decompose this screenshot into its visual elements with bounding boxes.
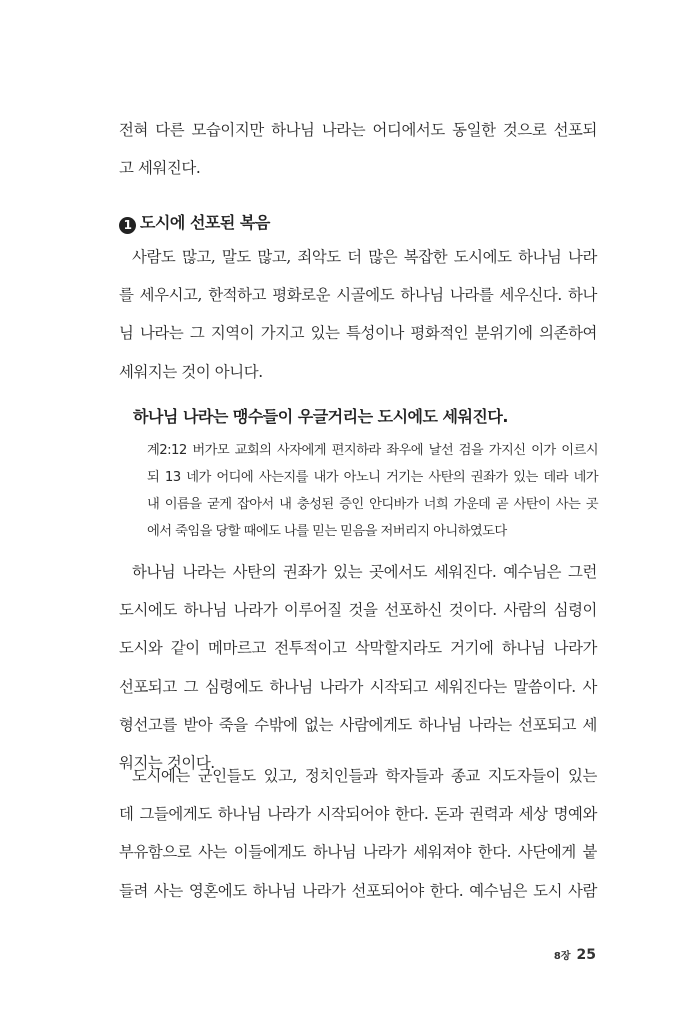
- paragraph-satan: [119, 553, 597, 782]
- text-line: 형선고를 받아 죽을 수밖에 없는 사람에게도 하나님 나라는 선포되고 세: [119, 715, 597, 734]
- chapter-label: 8장: [553, 951, 571, 962]
- text-line: 를 세우시고, 한적하고 평화로운 시골에도 하나님 나라를 세우신다. 하나: [119, 286, 597, 305]
- page-footer: [554, 944, 596, 963]
- section-heading: [119, 210, 597, 234]
- text-line: 도시와 같이 메마르고 전투적이고 삭막할지라도 거기에 하나님 나라가: [119, 639, 597, 658]
- text-line: 님 나라는 그 지역이 가지고 있는 특성이나 평화적인 분위기에 의존하여: [119, 324, 597, 343]
- paragraph-people: [119, 757, 597, 910]
- quote-line: 내 이름을 굳게 잡아서 내 충성된 증인 안디바가 너희 가운데 곧 사탄이 사는 곳: [147, 497, 598, 512]
- quote-line: 되 13 네가 어디에 사는지를 내가 아노니 거기는 사탄의 권좌가 있는 데라 네가: [147, 470, 598, 485]
- text-line: 선포되고 그 심령에도 하나님 나라가 시작되고 세워진다는 말씀이다. 사: [119, 677, 597, 696]
- text-line: 도시에는 군인들도 있고, 정치인들과 학자들과 종교 지도자들이 있는: [132, 767, 597, 785]
- text-line: 사람도 많고, 말도 많고, 죄악도 더 많은 복잡한 도시에도 하나님 나라: [132, 248, 597, 266]
- text-line: 들려 사는 영혼에도 하나님 나라가 선포되어야 한다. 예수님은 도시 사람: [119, 881, 597, 900]
- paragraph-intro: [119, 111, 597, 187]
- text-line: 도시에도 하나님 나라가 이루어질 것을 선포하신 것이다. 사람의 심령이: [119, 601, 597, 620]
- text-line: 워지는 것이다.: [119, 754, 215, 773]
- quote-line: 계2:12 버가모 교회의 사자에게 편지하라 좌우에 날선 검을 가지신 이가 이르시: [147, 443, 598, 458]
- text-line: 세워지는 것이 아니다.: [119, 362, 263, 381]
- subheading: 하나님 나라는 맹수들이 우글거리는 도시에도 세워진다.: [133, 407, 508, 426]
- page-number: 25: [576, 947, 596, 963]
- paragraph-city: [119, 238, 597, 391]
- text-line: 전혀 다른 모습이지만 하나님 나라는 어디에서도 동일한 것으로 선포되: [119, 121, 597, 139]
- text-line: 데 그들에게도 하나님 나라가 시작되어야 한다. 돈과 권력과 세상 명예와: [119, 805, 597, 824]
- text-line: 부유함으로 사는 이들에게도 하나님 나라가 세워져야 한다. 사단에게 붙: [119, 843, 597, 862]
- scripture-quote: [147, 437, 598, 545]
- text-line: 고 세워진다.: [119, 159, 201, 178]
- section-heading-text: 도시에 선포된 복음: [140, 213, 270, 232]
- quote-line: 에서 죽임을 당할 때에도 나를 믿는 믿음을 저버리지 아니하였도다: [147, 524, 507, 539]
- number-badge: 1: [119, 217, 136, 234]
- text-line: 하나님 나라는 사탄의 권좌가 있는 곳에서도 세워진다. 예수님은 그런: [132, 563, 597, 581]
